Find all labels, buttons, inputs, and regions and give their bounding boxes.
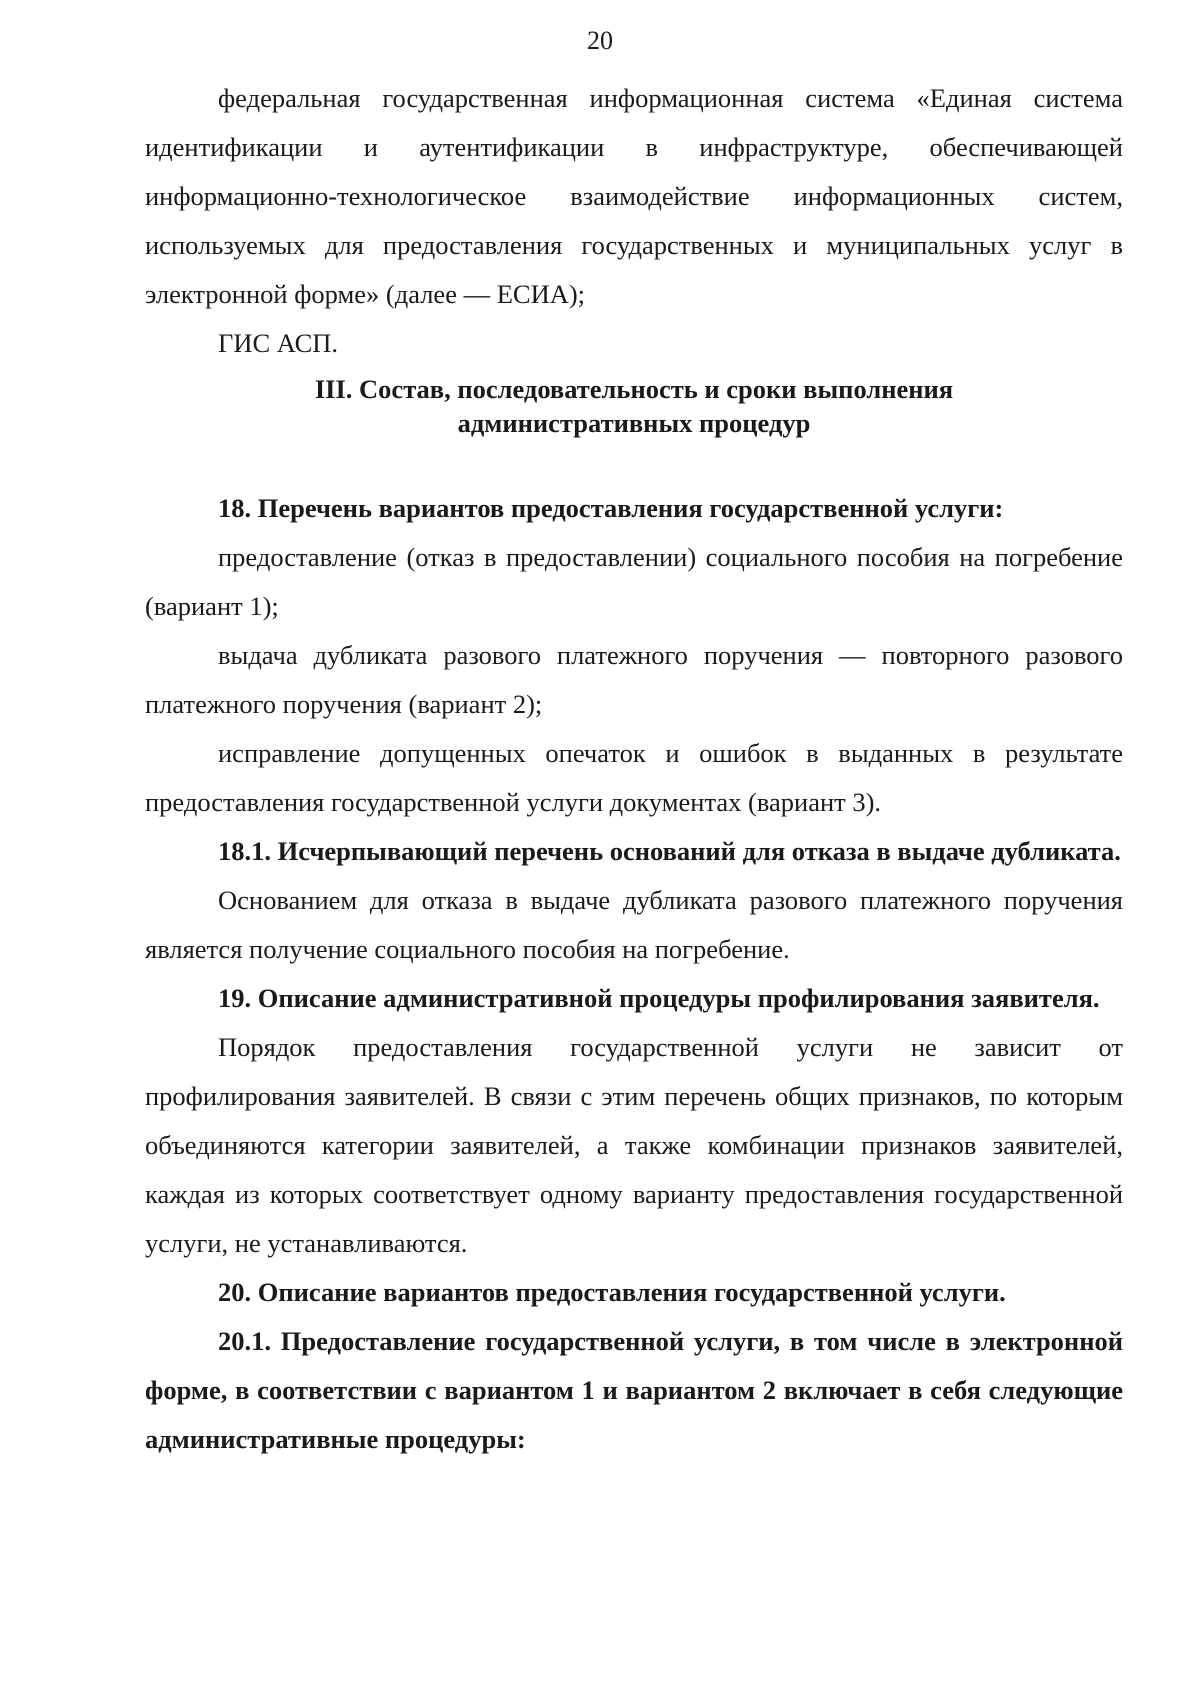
clause-18-variant-1: предоставление (отказ в предоставлении) социального пособия на погребение (вариант 1); bbox=[145, 542, 1123, 621]
document-body bbox=[145, 74, 1123, 1464]
clause-18-1-text: Основанием для отказа в выдаче дубликата разового платежного поручения является получение социального пособия на погребение. bbox=[145, 885, 1123, 964]
section-spacer bbox=[145, 440, 1123, 484]
paragraph-esia: федеральная государственная информационная система «Единая система идентификации и аутентификации в инфраструктуре, обеспечивающей информационно-технологическое взаимодействие информационных систем, используемых для предоставления государственных и муниципальных услуг в электронной форме» (далее — ЕСИА); bbox=[145, 83, 1123, 309]
clause-19-heading: 19. Описание административной процедуры профилирования заявителя. bbox=[218, 983, 1100, 1013]
section-title-line-2: административных процедур bbox=[457, 408, 811, 438]
section-heading bbox=[145, 372, 1123, 440]
page-number: 20 bbox=[587, 26, 613, 55]
clause-20-heading: 20. Описание вариантов предоставления государственной услуги. bbox=[218, 1277, 1006, 1307]
clause-18-heading: 18. Перечень вариантов предоставления государственной услуги: bbox=[218, 493, 1004, 523]
clause-20-1-heading: 20.1. Предоставление государственной услуги, в том числе в электронной форме, в соответствии с вариантом 1 и вариантом 2 включает в себя следующие административные процедуры: bbox=[145, 1326, 1123, 1454]
clause-18-variant-2: выдача дубликата разового платежного поручения — повторного разового платежного поручения (вариант 2); bbox=[145, 640, 1123, 719]
clause-19-text: Порядок предоставления государственной услуги не зависит от профилирования заявителей. В связи с этим перечень общих признаков, по которым объединяются категории заявителей, а также комбинации признаков заявителей, каждая из которых соответствует одному варианту предоставления государственной услуги, не устанавливаются. bbox=[145, 1032, 1123, 1258]
clause-18-variant-3: исправление допущенных опечаток и ошибок в выданных в результате предоставления государственной услуги документах (вариант 3). bbox=[145, 738, 1123, 817]
paragraph-gis-asp: ГИС АСП. bbox=[218, 328, 339, 358]
section-title-line-1: III. Состав, последовательность и сроки выполнения bbox=[314, 374, 954, 404]
clause-18-1-heading: 18.1. Исчерпывающий перечень оснований для отказа в выдаче дубликата. bbox=[218, 836, 1121, 866]
